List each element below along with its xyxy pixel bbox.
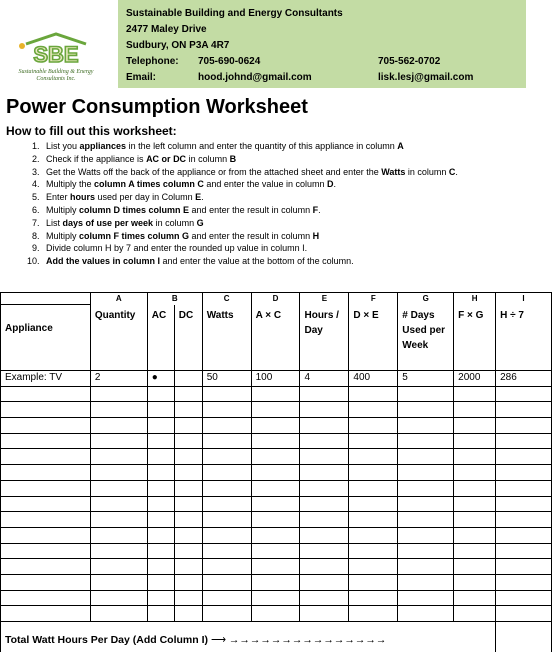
blank-cell[interactable] — [202, 590, 251, 606]
blank-cell[interactable] — [251, 512, 300, 528]
blank-cell[interactable] — [251, 402, 300, 418]
blank-cell[interactable] — [90, 449, 147, 465]
blank-cell[interactable] — [349, 496, 398, 512]
column-header-appliance: Appliance — [1, 305, 91, 371]
total-label-cell — [1, 622, 496, 652]
blank-cell[interactable] — [496, 386, 552, 402]
blank-cell[interactable] — [496, 433, 552, 449]
instruction-step: 2. Check if the appliance is AC or DC in column B — [42, 153, 546, 166]
instruction-step: 10. Add the values in column I and enter the value at the bottom of the column. — [42, 255, 546, 268]
blank-cell[interactable] — [90, 402, 147, 418]
blank-cell[interactable] — [300, 574, 349, 590]
blank-cell[interactable] — [147, 606, 174, 622]
blank-cell[interactable] — [454, 496, 496, 512]
blank-cell[interactable] — [454, 574, 496, 590]
column-header-hours-per-day: Hours / Day — [300, 305, 349, 371]
blank-cell[interactable] — [90, 574, 147, 590]
blank-cell[interactable] — [174, 574, 202, 590]
blank-cell[interactable] — [147, 559, 174, 575]
blank-cell[interactable] — [251, 465, 300, 481]
blank-cell[interactable] — [90, 559, 147, 575]
blank-cell[interactable] — [349, 433, 398, 449]
blank-cell[interactable] — [251, 480, 300, 496]
blank-cell[interactable] — [349, 559, 398, 575]
example-cell: Example: TV — [1, 371, 91, 387]
blank-cell[interactable] — [174, 465, 202, 481]
blank-cell[interactable] — [174, 418, 202, 434]
column-header-h-div-7: H ÷ 7 — [496, 305, 552, 371]
example-cell: 100 — [251, 371, 300, 387]
blank-cell[interactable] — [147, 402, 174, 418]
blank-cell[interactable] — [147, 386, 174, 402]
column-letter-row — [1, 293, 552, 305]
blank-cell[interactable] — [349, 590, 398, 606]
blank-cell[interactable] — [90, 496, 147, 512]
blank-cell[interactable] — [300, 465, 349, 481]
svg-text:SBE: SBE — [33, 42, 79, 67]
blank-cell[interactable] — [300, 480, 349, 496]
blank-cell[interactable] — [174, 559, 202, 575]
blank-cell[interactable] — [90, 465, 147, 481]
blank-cell[interactable] — [174, 496, 202, 512]
blank-cell[interactable] — [496, 465, 552, 481]
blank-cell[interactable] — [398, 418, 454, 434]
blank-cell[interactable] — [300, 449, 349, 465]
blank-cell[interactable] — [398, 480, 454, 496]
example-cell: 2000 — [454, 371, 496, 387]
blank-cell[interactable] — [174, 543, 202, 559]
example-cell: ● — [147, 371, 174, 387]
blank-cell[interactable] — [300, 402, 349, 418]
instructions-list — [26, 140, 546, 268]
blank-rows — [1, 386, 552, 621]
column-letter: G — [398, 293, 454, 305]
column-letter — [1, 293, 91, 305]
blank-row — [1, 480, 552, 496]
example-cell: 4 — [300, 371, 349, 387]
blank-cell[interactable] — [300, 386, 349, 402]
column-letter: A — [90, 293, 147, 305]
column-header-ac: AC — [147, 305, 174, 371]
blank-cell[interactable] — [147, 465, 174, 481]
blank-cell[interactable] — [349, 465, 398, 481]
blank-cell[interactable] — [1, 449, 91, 465]
blank-cell[interactable] — [454, 559, 496, 575]
blank-cell[interactable] — [496, 527, 552, 543]
blank-cell[interactable] — [1, 480, 91, 496]
blank-row — [1, 543, 552, 559]
blank-cell[interactable] — [398, 449, 454, 465]
blank-cell[interactable] — [454, 465, 496, 481]
instruction-step: 6. Multiply column D times column E and enter the result in column F. — [42, 204, 546, 217]
blank-cell[interactable] — [496, 512, 552, 528]
blank-cell[interactable] — [202, 574, 251, 590]
blank-cell[interactable] — [496, 496, 552, 512]
blank-cell[interactable] — [251, 574, 300, 590]
blank-cell[interactable] — [251, 590, 300, 606]
blank-cell[interactable] — [454, 402, 496, 418]
blank-cell[interactable] — [90, 418, 147, 434]
blank-cell[interactable] — [1, 418, 91, 434]
blank-cell[interactable] — [349, 543, 398, 559]
blank-cell[interactable] — [251, 449, 300, 465]
blank-cell[interactable] — [174, 433, 202, 449]
page-title: Power Consumption Worksheet — [6, 96, 308, 118]
blank-cell[interactable] — [202, 386, 251, 402]
blank-row — [1, 418, 552, 434]
total-row — [1, 622, 552, 652]
company-name: Sustainable Building and Energy Consultants — [126, 8, 343, 19]
blank-cell[interactable] — [300, 418, 349, 434]
blank-cell[interactable] — [300, 606, 349, 622]
column-letter: H — [454, 293, 496, 305]
blank-cell[interactable] — [174, 480, 202, 496]
blank-cell[interactable] — [496, 543, 552, 559]
example-cell: 400 — [349, 371, 398, 387]
blank-cell[interactable] — [1, 527, 91, 543]
blank-cell[interactable] — [1, 496, 91, 512]
email-1: hood.johnd@gmail.com — [198, 72, 312, 83]
blank-cell[interactable] — [147, 496, 174, 512]
column-header-f-times-g: F × G — [454, 305, 496, 371]
blank-cell[interactable] — [147, 418, 174, 434]
email-label: Email: — [126, 72, 157, 83]
blank-cell[interactable] — [300, 527, 349, 543]
blank-row — [1, 496, 552, 512]
blank-cell[interactable] — [398, 527, 454, 543]
blank-cell[interactable] — [202, 606, 251, 622]
blank-cell[interactable] — [147, 574, 174, 590]
blank-cell[interactable] — [174, 402, 202, 418]
blank-cell[interactable] — [174, 606, 202, 622]
phone-1: 705-690-0624 — [198, 56, 261, 67]
blank-cell[interactable] — [300, 496, 349, 512]
column-header-watts: Watts — [202, 305, 251, 371]
blank-cell[interactable] — [349, 480, 398, 496]
total-label: Total Watt Hours Per Day (Add Column I) — [5, 633, 209, 646]
blank-row — [1, 574, 552, 590]
blank-cell[interactable] — [349, 606, 398, 622]
total-arrows: ⟶ →→→→→→→→→→→→→→→ — [210, 633, 387, 646]
blank-cell[interactable] — [202, 480, 251, 496]
blank-row — [1, 527, 552, 543]
example-cell: 5 — [398, 371, 454, 387]
column-header-days-per-week: # Days Used per Week — [398, 305, 454, 371]
phone-2: 705-562-0702 — [378, 56, 441, 67]
blank-cell[interactable] — [454, 433, 496, 449]
blank-cell[interactable] — [398, 590, 454, 606]
blank-cell[interactable] — [398, 559, 454, 575]
blank-cell[interactable] — [454, 386, 496, 402]
blank-cell[interactable] — [300, 433, 349, 449]
example-cell: 286 — [496, 371, 552, 387]
column-header-row — [1, 305, 552, 371]
blank-cell[interactable] — [251, 606, 300, 622]
blank-cell[interactable] — [1, 402, 91, 418]
blank-cell[interactable] — [454, 590, 496, 606]
blank-cell[interactable] — [202, 527, 251, 543]
blank-cell[interactable] — [454, 418, 496, 434]
blank-cell[interactable] — [454, 527, 496, 543]
blank-cell[interactable] — [454, 512, 496, 528]
blank-cell[interactable] — [454, 480, 496, 496]
instruction-step: 7. List days of use per week in column G — [42, 217, 546, 230]
blank-cell[interactable] — [202, 512, 251, 528]
blank-cell[interactable] — [202, 559, 251, 575]
svg-text:Sustainable Building & Energy: Sustainable Building & Energy — [18, 69, 94, 75]
blank-cell[interactable] — [496, 574, 552, 590]
blank-cell[interactable] — [349, 512, 398, 528]
blank-cell[interactable] — [496, 402, 552, 418]
blank-row — [1, 606, 552, 622]
blank-cell[interactable] — [147, 480, 174, 496]
column-letter: B — [147, 293, 202, 305]
column-letter: I — [496, 293, 552, 305]
blank-cell[interactable] — [300, 543, 349, 559]
column-letter: D — [251, 293, 300, 305]
blank-cell[interactable] — [90, 590, 147, 606]
blank-cell[interactable] — [174, 590, 202, 606]
blank-cell[interactable] — [202, 433, 251, 449]
blank-cell[interactable] — [454, 606, 496, 622]
blank-row — [1, 512, 552, 528]
blank-cell[interactable] — [496, 418, 552, 434]
blank-cell[interactable] — [398, 574, 454, 590]
blank-cell[interactable] — [90, 512, 147, 528]
blank-cell[interactable] — [300, 559, 349, 575]
example-cell: 50 — [202, 371, 251, 387]
blank-cell[interactable] — [90, 543, 147, 559]
blank-cell[interactable] — [398, 496, 454, 512]
blank-cell[interactable] — [174, 527, 202, 543]
company-info — [118, 0, 526, 88]
blank-cell[interactable] — [398, 402, 454, 418]
blank-cell[interactable] — [147, 543, 174, 559]
blank-cell[interactable] — [398, 433, 454, 449]
blank-cell[interactable] — [300, 512, 349, 528]
blank-cell[interactable] — [1, 386, 91, 402]
blank-cell[interactable] — [496, 480, 552, 496]
blank-cell[interactable] — [202, 449, 251, 465]
blank-cell[interactable] — [147, 433, 174, 449]
blank-cell[interactable] — [202, 543, 251, 559]
blank-cell[interactable] — [398, 386, 454, 402]
blank-cell[interactable] — [251, 386, 300, 402]
blank-row — [1, 559, 552, 575]
column-letter: F — [349, 293, 398, 305]
blank-cell[interactable] — [454, 543, 496, 559]
blank-row — [1, 386, 552, 402]
blank-row — [1, 465, 552, 481]
blank-row — [1, 590, 552, 606]
blank-cell[interactable] — [454, 449, 496, 465]
blank-cell[interactable] — [496, 559, 552, 575]
blank-row — [1, 433, 552, 449]
total-value-cell[interactable] — [496, 622, 552, 652]
column-header-dc: DC — [174, 305, 202, 371]
blank-cell[interactable] — [202, 418, 251, 434]
instruction-step: 4. Multiply the column A times column C and enter the value in column D. — [42, 178, 546, 191]
blank-cell[interactable] — [1, 606, 91, 622]
instruction-step: 9. Divide column H by 7 and enter the rounded up value in column I. — [42, 242, 546, 255]
blank-cell[interactable] — [147, 449, 174, 465]
blank-cell[interactable] — [174, 449, 202, 465]
blank-cell[interactable] — [398, 606, 454, 622]
blank-cell[interactable] — [1, 512, 91, 528]
example-row — [1, 371, 552, 387]
blank-cell[interactable] — [251, 543, 300, 559]
instructions-heading: How to fill out this worksheet: — [6, 124, 177, 138]
blank-cell[interactable] — [1, 590, 91, 606]
blank-cell[interactable] — [251, 559, 300, 575]
blank-cell[interactable] — [1, 433, 91, 449]
blank-cell[interactable] — [1, 559, 91, 575]
blank-cell[interactable] — [398, 543, 454, 559]
blank-cell[interactable] — [174, 386, 202, 402]
company-address-line2: Sudbury, ON P3A 4R7 — [126, 40, 230, 51]
blank-cell[interactable] — [398, 512, 454, 528]
company-logo — [4, 32, 108, 82]
blank-cell[interactable] — [90, 433, 147, 449]
instruction-step: 5. Enter hours used per day in Column E. — [42, 191, 546, 204]
email-2: lisk.lesj@gmail.com — [378, 72, 474, 83]
svg-text:Consultants Inc.: Consultants Inc. — [36, 76, 76, 82]
blank-cell[interactable] — [349, 527, 398, 543]
blank-cell[interactable] — [251, 433, 300, 449]
example-cell — [174, 371, 202, 387]
example-cell: 2 — [90, 371, 147, 387]
blank-cell[interactable] — [349, 402, 398, 418]
blank-row — [1, 402, 552, 418]
instruction-step: 8. Multiply column F times column G and enter the result in column H — [42, 230, 546, 243]
blank-cell[interactable] — [496, 590, 552, 606]
blank-cell[interactable] — [349, 574, 398, 590]
column-letter: C — [202, 293, 251, 305]
blank-cell[interactable] — [90, 480, 147, 496]
blank-cell[interactable] — [147, 527, 174, 543]
blank-cell[interactable] — [349, 386, 398, 402]
blank-cell[interactable] — [1, 574, 91, 590]
blank-cell[interactable] — [202, 402, 251, 418]
column-letter: E — [300, 293, 349, 305]
blank-cell[interactable] — [251, 496, 300, 512]
blank-cell[interactable] — [1, 465, 91, 481]
worksheet-table — [0, 292, 552, 652]
blank-cell[interactable] — [174, 512, 202, 528]
blank-cell[interactable] — [496, 606, 552, 622]
column-header-quantity: Quantity — [90, 305, 147, 371]
blank-cell[interactable] — [349, 418, 398, 434]
blank-cell[interactable] — [251, 418, 300, 434]
instruction-step: 1. List you appliances in the left column and enter the quantity of this appliance in column A — [42, 140, 546, 153]
telephone-label: Telephone: — [126, 56, 179, 67]
blank-cell[interactable] — [202, 496, 251, 512]
blank-cell[interactable] — [90, 527, 147, 543]
blank-cell[interactable] — [90, 386, 147, 402]
instruction-step: 3. Get the Watts off the back of the appliance or from the attached sheet and enter the Watts in column C. — [42, 166, 546, 179]
blank-cell[interactable] — [147, 590, 174, 606]
company-address-line1: 2477 Maley Drive — [126, 24, 207, 35]
blank-cell[interactable] — [90, 606, 147, 622]
blank-cell[interactable] — [147, 512, 174, 528]
blank-cell[interactable] — [398, 465, 454, 481]
blank-cell[interactable] — [251, 527, 300, 543]
column-header-a-times-c: A × C — [251, 305, 300, 371]
blank-cell[interactable] — [349, 449, 398, 465]
blank-cell[interactable] — [300, 590, 349, 606]
column-header-d-times-e: D × E — [349, 305, 398, 371]
blank-cell[interactable] — [496, 449, 552, 465]
blank-row — [1, 449, 552, 465]
header — [0, 0, 552, 88]
blank-cell[interactable] — [202, 465, 251, 481]
blank-cell[interactable] — [1, 543, 91, 559]
